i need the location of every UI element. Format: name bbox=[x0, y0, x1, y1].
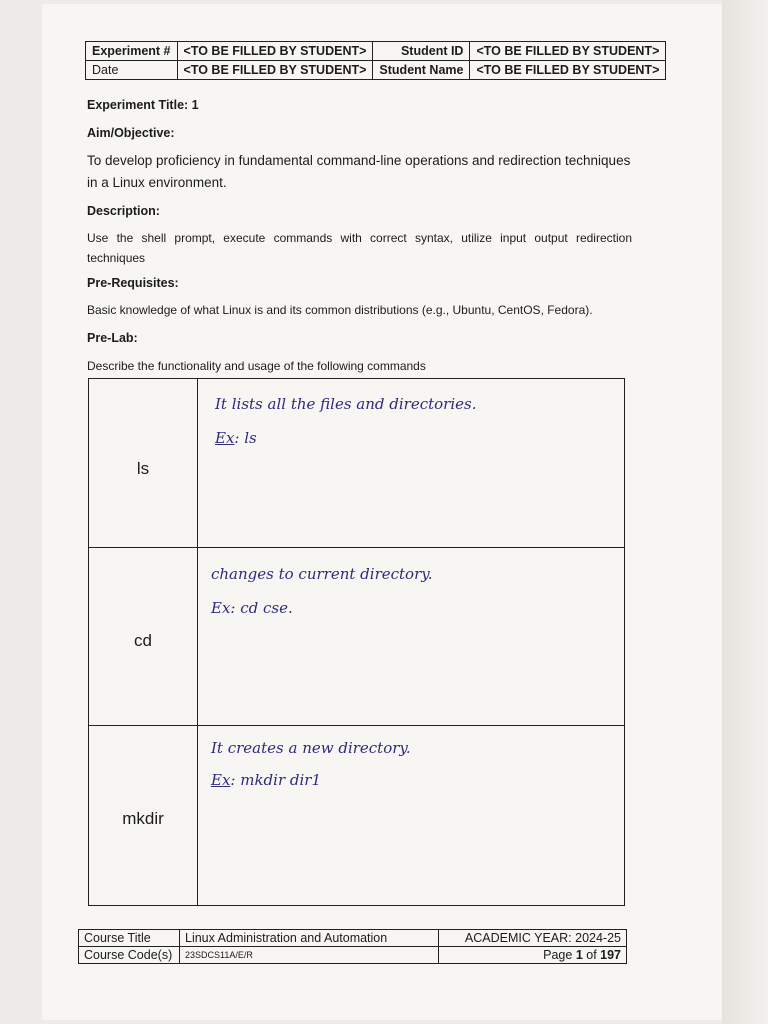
aim-label: Aim/Objective: bbox=[87, 126, 175, 140]
description-line: techniques bbox=[87, 251, 146, 265]
page-current: 1 bbox=[575, 947, 583, 962]
footer-row bbox=[79, 930, 627, 947]
experiment-label: Experiment # bbox=[86, 42, 178, 61]
example-cd bbox=[211, 599, 293, 617]
example-prefix: Ex bbox=[215, 429, 235, 447]
course-code-label: Course Code(s) bbox=[79, 947, 180, 964]
example-prefix: Ex bbox=[211, 599, 231, 617]
aim-text bbox=[87, 150, 630, 194]
academic-year: ACADEMIC YEAR: 2024-25 bbox=[439, 930, 627, 947]
page-mid: of bbox=[582, 947, 601, 962]
footer-table bbox=[78, 929, 627, 964]
prereq-text: Basic knowledge of what Linux is and its common distributions (e.g., Ubuntu, CentOS, Fedora). bbox=[87, 303, 593, 317]
page-total: 197 bbox=[600, 947, 621, 962]
row-divider bbox=[89, 725, 624, 726]
example-ls bbox=[215, 429, 257, 447]
date-value: <TO BE FILLED BY STUDENT> bbox=[177, 61, 373, 80]
example-command: : cd cse. bbox=[230, 599, 293, 617]
header-row bbox=[86, 42, 666, 61]
date-label: Date bbox=[86, 61, 178, 80]
footer-row bbox=[79, 947, 627, 964]
course-title: Linux Administration and Automation bbox=[180, 930, 439, 947]
header-row bbox=[86, 61, 666, 80]
course-title-label: Course Title bbox=[79, 930, 180, 947]
answer-cd: changes to current directory. bbox=[211, 565, 433, 583]
command-name-cd: cd bbox=[134, 631, 152, 650]
page-edge bbox=[722, 0, 768, 1024]
course-code: 23SDCS11A/E/R bbox=[180, 947, 439, 964]
student-id-label: Student ID bbox=[373, 42, 470, 61]
page-prefix: Page bbox=[543, 947, 576, 962]
description-text bbox=[87, 228, 632, 268]
prelab-label: Pre-Lab: bbox=[87, 331, 138, 345]
example-command: : mkdir dir1 bbox=[230, 771, 322, 789]
aim-line: in a Linux environment. bbox=[87, 175, 227, 190]
example-command: : ls bbox=[234, 429, 257, 447]
example-mkdir bbox=[211, 771, 321, 789]
answer-mkdir: It creates a new directory. bbox=[211, 739, 411, 757]
command-name-ls: ls bbox=[136, 459, 150, 478]
row-divider bbox=[89, 547, 624, 548]
prelab-text: Describe the functionality and usage of the following commands bbox=[87, 359, 426, 373]
aim-line: To develop proficiency in fundamental command-line operations and redirection techniques bbox=[87, 153, 631, 168]
prereq-label: Pre-Requisites: bbox=[87, 276, 179, 290]
description-line: Use the shell prompt, execute commands with correct syntax, utilize input output redirection bbox=[87, 231, 632, 245]
example-prefix: Ex bbox=[211, 771, 231, 789]
experiment-value: <TO BE FILLED BY STUDENT> bbox=[177, 42, 373, 61]
command-name-mkdir: mkdir bbox=[122, 809, 164, 828]
header-table bbox=[85, 41, 666, 80]
experiment-title: Experiment Title: 1 bbox=[87, 98, 199, 112]
student-name-label: Student Name bbox=[373, 61, 470, 80]
page-number bbox=[439, 947, 627, 964]
student-id-value: <TO BE FILLED BY STUDENT> bbox=[470, 42, 666, 61]
student-name-value: <TO BE FILLED BY STUDENT> bbox=[470, 61, 666, 80]
answer-ls: It lists all the files and directories. bbox=[215, 395, 477, 413]
column-divider bbox=[197, 379, 198, 905]
commands-table bbox=[88, 378, 625, 906]
description-label: Description: bbox=[87, 204, 160, 218]
